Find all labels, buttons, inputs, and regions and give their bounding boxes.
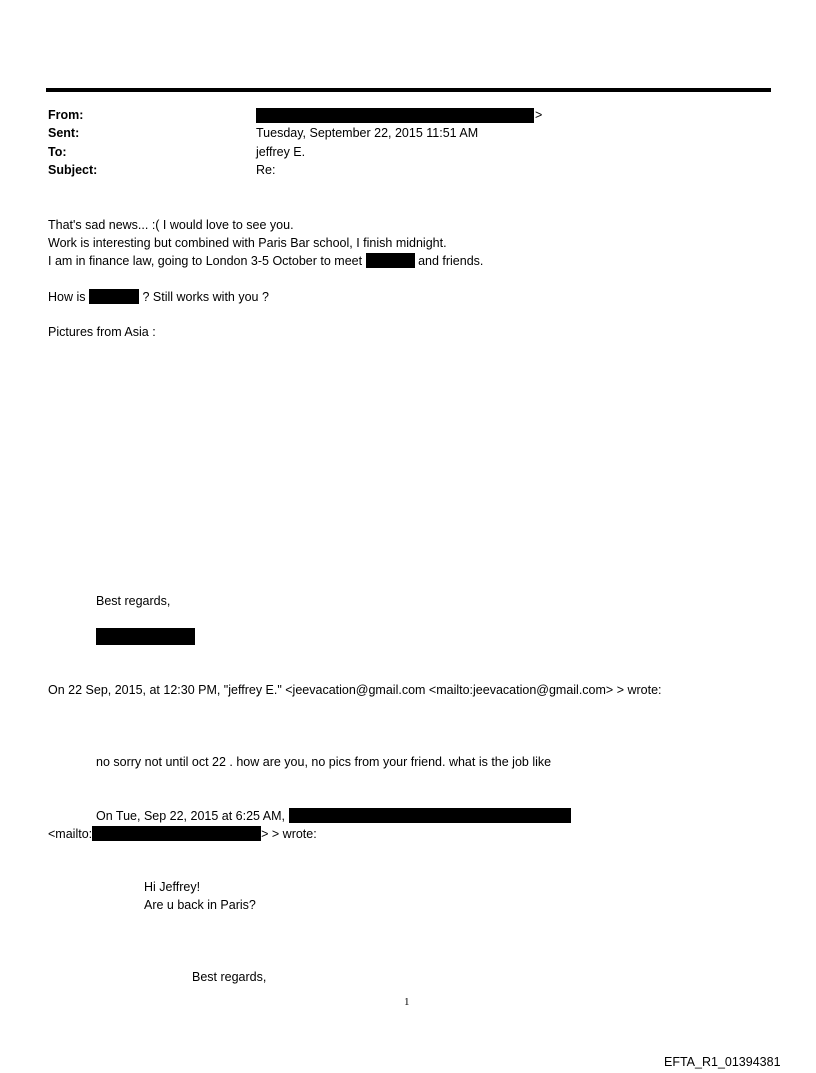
quote-2-intro [96,807,571,825]
to-label: To: [48,145,67,159]
sender-redaction [289,808,571,823]
subject-label: Subject: [48,163,98,177]
body-line-3-start: I am in finance law, going to London 3-5 October to meet [48,254,363,268]
body-line-2: Work is interesting but combined with Paris Bar school, I finish midnight. [48,236,447,250]
body-line-3 [48,252,483,270]
header-rule [46,88,771,92]
subject-value: Re: [256,163,276,177]
from-suffix: > [535,108,543,122]
quote-2-line-1: Hi Jeffrey! [144,880,201,894]
body-line-4-start: How is [48,290,86,304]
mailto-suffix: > > wrote: [261,827,317,841]
quote-2-line-2: Are u back in Paris? [144,898,256,912]
sent-value: Tuesday, September 22, 2015 11:51 AM [256,126,479,140]
quote-1-text: no sorry not until oct 22 . how are you, no pics from your friend. what is the job like [96,755,552,769]
signoff: Best regards, [96,594,171,608]
body-line-1: That's sad news... :( I would love to see you. [48,218,294,232]
quote-2-intro-text: On Tue, Sep 22, 2015 at 6:25 AM, [96,809,286,823]
from-label: From: [48,108,84,122]
body-line-4-end: ? Still works with you ? [142,290,269,304]
quote-1-intro: On 22 Sep, 2015, at 12:30 PM, "jeffrey E." <jeevacation@gmail.com <mailto:jeevacation@gmail.com> > wrote: [48,683,662,697]
from-redaction [256,108,534,123]
mailto-prefix: <mailto: [48,827,93,841]
quote-2-mailto [48,825,317,843]
body-line-3-end: and friends. [418,254,484,268]
document-id: EFTA_R1_01394381 [664,1055,781,1069]
name-redaction [366,253,415,268]
signature-redaction [96,628,195,645]
body-line-5: Pictures from Asia : [48,325,156,339]
sent-label: Sent: [48,126,80,140]
name-redaction [89,289,139,304]
page-number: 1 [404,996,410,1008]
body-line-4 [48,288,269,306]
to-value: jeffrey E. [256,145,306,159]
email-redaction [92,826,261,841]
quote-2-signoff: Best regards, [192,970,267,984]
